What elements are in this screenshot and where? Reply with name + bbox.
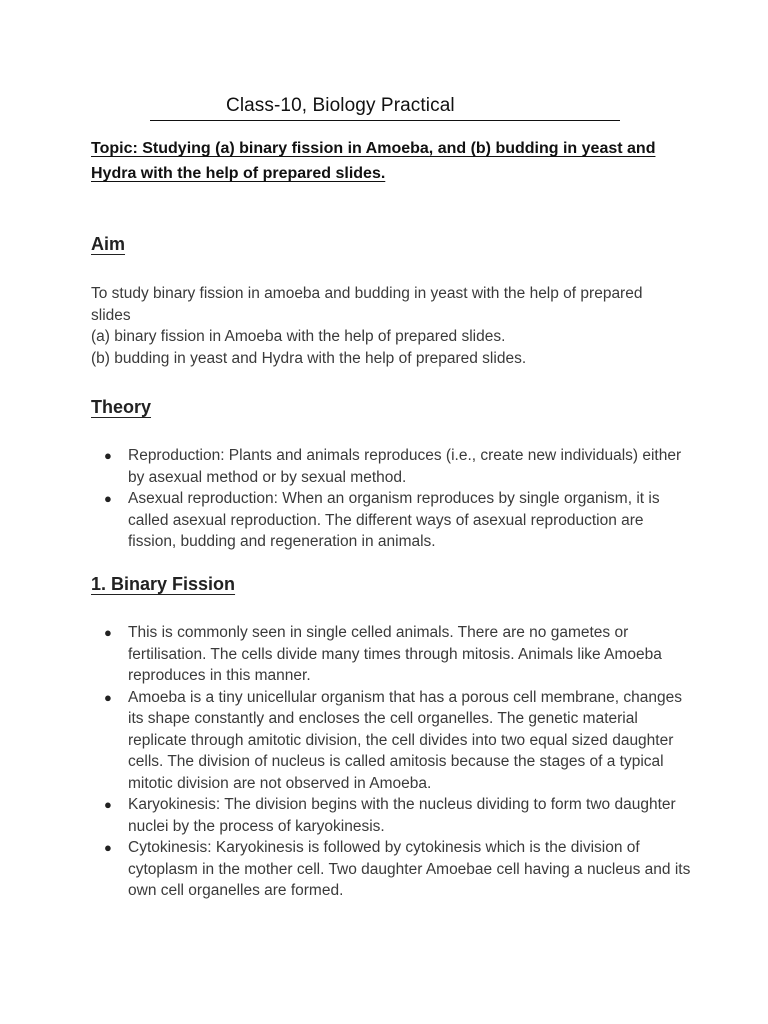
binary-fission-heading: 1. Binary Fission <box>91 574 236 594</box>
bullet-icon: ● <box>104 797 112 812</box>
topic-statement: Topic: Studying (a) binary fission in Amoeba, and (b) budding in yeast and Hydra with the help of prepared slides. <box>91 140 656 182</box>
list-item <box>91 488 691 553</box>
list-item <box>91 445 691 488</box>
list-item-text: Amoeba is a tiny unicellular organism that has a porous cell membrane, changes its shape constantly and encloses the cell organelles. The genetic material replicate through amitotic division, the cell divides into two equal sized daughter cells. The division of nucleus is called amitosis because the stages of a typical mitotic division are not observed in Amoeba. <box>128 688 682 792</box>
aim-heading: Aim <box>91 234 126 254</box>
aim-line: (a) binary fission in Amoeba with the help of prepared slides. <box>91 328 506 345</box>
aim-paragraph <box>91 283 691 369</box>
list-item-text: This is commonly seen in single celled animals. There are no gametes or fertilisation. The cells divide many times through mitosis. Animals like Amoeba reproduces in this manner. <box>128 624 662 684</box>
bullet-icon: ● <box>104 840 112 855</box>
theory-list <box>91 445 691 553</box>
document-title: Class-10, Biology Practical <box>226 95 455 116</box>
list-item-text: Asexual reproduction: When an organism reproduces by single organism, it is called asexual reproduction. The different ways of asexual reproduction are fission, budding and regeneration in animals. <box>128 490 660 550</box>
list-item-text: Reproduction: Plants and animals reproduces (i.e., create new individuals) either by asexual method or by sexual method. <box>128 447 682 486</box>
list-item <box>91 622 691 687</box>
aim-line: (b) budding in yeast and Hydra with the help of prepared slides. <box>91 349 527 367</box>
aim-line: To study binary fission in amoeba and budding in yeast with the help of prepared slides <box>91 285 643 324</box>
bullet-icon: ● <box>104 625 112 640</box>
bullet-icon: ● <box>104 689 112 705</box>
theory-heading: Theory <box>91 397 152 417</box>
list-item <box>91 687 691 795</box>
list-item-text: Cytokinesis: Karyokinesis is followed by cytokinesis which is the division of cytoplasm in the mother cell. Two daughter Amoebae cell having a nucleus and its own cell organelles are formed. <box>128 839 691 899</box>
bullet-icon: ● <box>104 448 112 463</box>
bullet-icon: ● <box>104 491 112 506</box>
list-item <box>91 794 691 837</box>
binary-fission-list <box>91 622 691 902</box>
list-item <box>91 837 691 902</box>
list-item-text: Karyokinesis: The division begins with the nucleus dividing to form two daughter nuclei by the process of karyokinesis. <box>128 796 676 835</box>
